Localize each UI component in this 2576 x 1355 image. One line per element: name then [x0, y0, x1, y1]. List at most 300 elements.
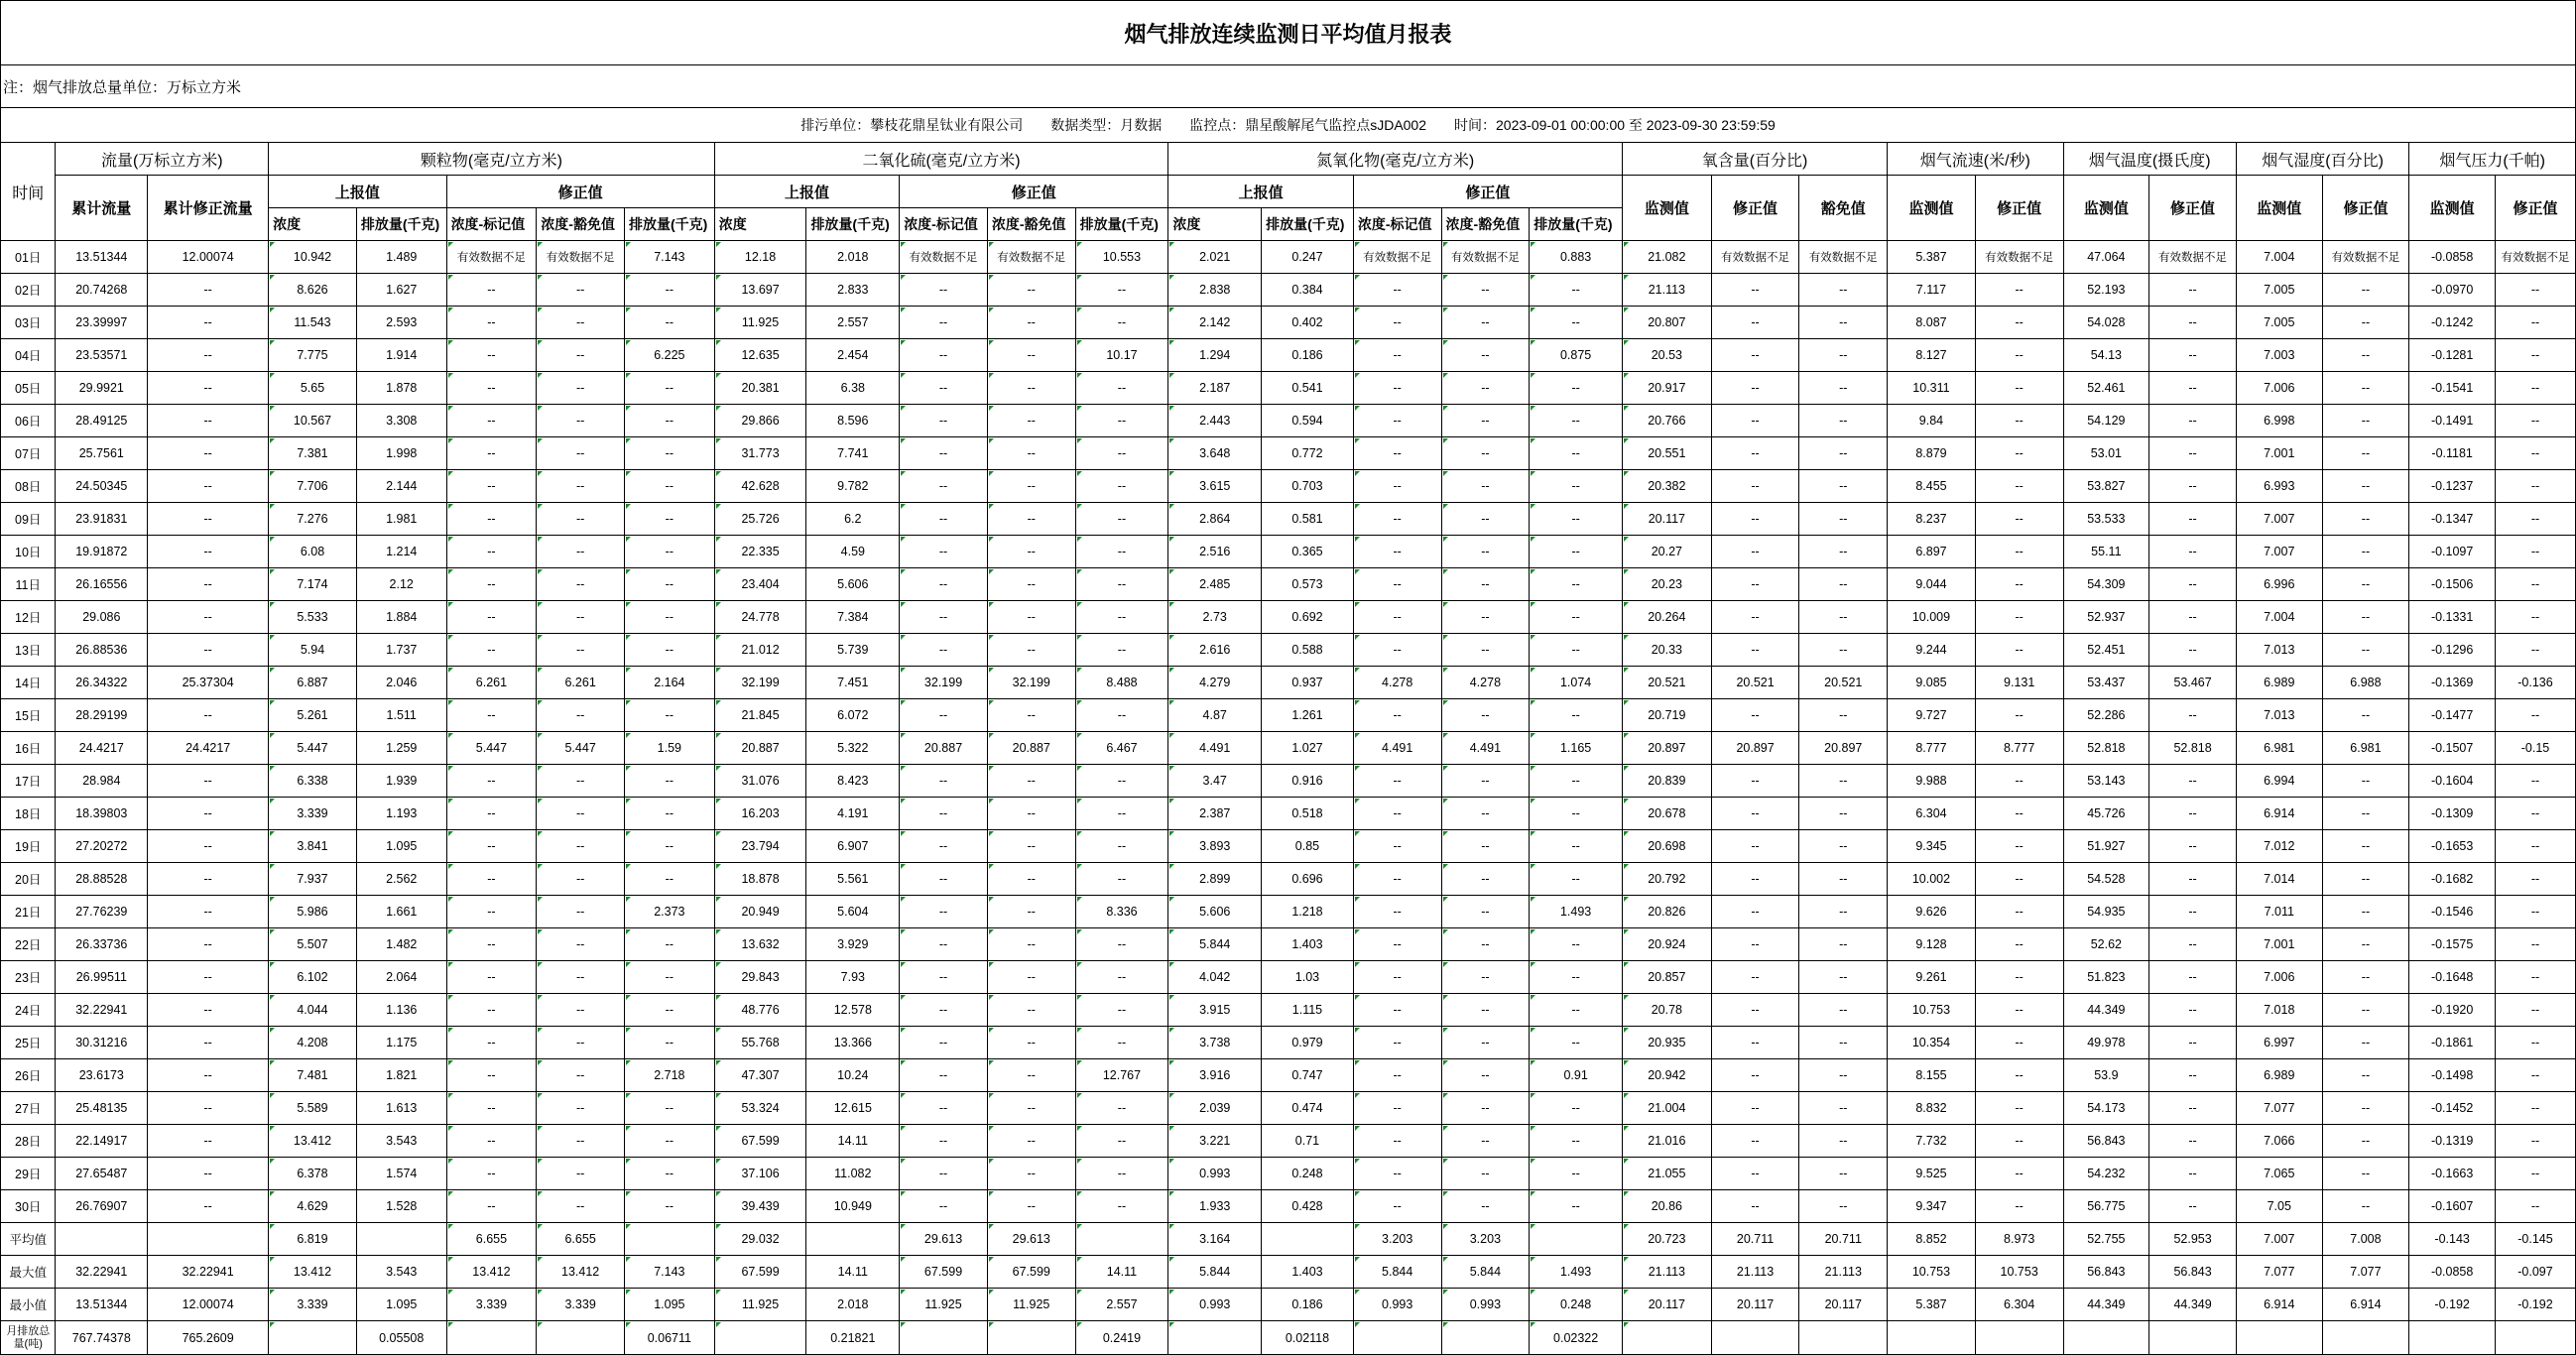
table-cell: 6.887 — [269, 667, 357, 699]
summary-row — [1, 1256, 2576, 1289]
table-row — [1, 405, 2576, 437]
table-cell: -- — [2149, 798, 2237, 830]
group-temperature: 烟气温度(摄氏度) — [2063, 143, 2236, 176]
table-cell: -- — [1075, 307, 1168, 339]
table-row — [1, 994, 2576, 1027]
table-cell: 8.777 — [1975, 732, 2063, 765]
polluter-unit: 排污单位：攀枝花鼎星钛业有限公司 — [800, 117, 1024, 133]
table-cell: 37.106 — [714, 1158, 806, 1190]
table-cell: 1.095 — [356, 830, 446, 863]
table-cell: -- — [1799, 536, 1888, 568]
summary-cell: 14.11 — [806, 1256, 900, 1289]
table-cell: 10.009 — [1888, 601, 1976, 634]
table-cell: 7.066 — [2236, 1125, 2322, 1158]
table-cell: -0.1097 — [2409, 536, 2496, 568]
table-cell: 32.199 — [987, 667, 1075, 699]
so2-conc-std: 浓度-标记值 — [900, 208, 988, 241]
table-cell: 4.278 — [1441, 667, 1530, 699]
table-cell: -- — [900, 307, 988, 339]
table-cell: 10.567 — [269, 405, 357, 437]
table-cell: -- — [148, 928, 269, 961]
table-cell: 1.136 — [356, 994, 446, 1027]
table-cell: 3.915 — [1168, 994, 1262, 1027]
table-cell: -- — [2149, 1190, 2237, 1223]
table-cell: -- — [2495, 601, 2575, 634]
summary-cell: 20.117 — [1711, 1289, 1799, 1321]
table-cell: -- — [1353, 765, 1441, 798]
table-cell: -- — [900, 961, 988, 994]
summary-cell: 13.51344 — [56, 1289, 148, 1321]
table-cell: -- — [1353, 437, 1441, 470]
table-cell: 0.703 — [1262, 470, 1354, 503]
summary-cell: 20.711 — [1799, 1223, 1888, 1256]
table-cell: -- — [624, 1190, 714, 1223]
row-date: 05日 — [1, 372, 56, 405]
table-cell: 9.84 — [1888, 405, 1976, 437]
summary-cell: 29.613 — [900, 1223, 988, 1256]
table-cell: -- — [2322, 1158, 2409, 1190]
table-cell: -- — [148, 601, 269, 634]
table-cell: -- — [1975, 536, 2063, 568]
table-cell: -- — [1441, 536, 1530, 568]
table-cell: 10.942 — [269, 241, 357, 274]
table-cell: 6.914 — [2236, 798, 2322, 830]
table-cell: 0.747 — [1262, 1059, 1354, 1092]
table-cell: -- — [1075, 634, 1168, 667]
table-cell: -- — [1799, 928, 1888, 961]
table-cell: -- — [537, 961, 625, 994]
summary-cell: 21.113 — [1711, 1256, 1799, 1289]
table-cell: 10.753 — [1888, 994, 1976, 1027]
table-cell: 4.191 — [806, 798, 900, 830]
table-cell: 52.193 — [2063, 274, 2149, 307]
table-cell: -- — [1075, 568, 1168, 601]
summary-cell: 12.00074 — [148, 1289, 269, 1321]
table-cell: 8.832 — [1888, 1092, 1976, 1125]
table-cell: -0.1347 — [2409, 503, 2496, 536]
table-cell: -- — [2149, 1125, 2237, 1158]
table-cell: -- — [2149, 437, 2237, 470]
table-cell: -- — [1711, 274, 1799, 307]
table-cell: -- — [987, 470, 1075, 503]
table-cell: 22.14917 — [56, 1125, 148, 1158]
row-date: 07日 — [1, 437, 56, 470]
table-cell: -- — [624, 307, 714, 339]
table-cell: 0.71 — [1262, 1125, 1354, 1158]
row-date: 24日 — [1, 994, 56, 1027]
table-cell: -- — [1799, 863, 1888, 896]
summary-cell: 32.22941 — [148, 1256, 269, 1289]
table-cell: 3.615 — [1168, 470, 1262, 503]
table-cell: -- — [148, 503, 269, 536]
table-cell: -- — [987, 601, 1075, 634]
summary-cell — [537, 1321, 625, 1355]
table-cell: -- — [1441, 896, 1530, 928]
table-cell: 19.91872 — [56, 536, 148, 568]
summary-cell: 56.843 — [2149, 1256, 2237, 1289]
table-cell: 8.336 — [1075, 896, 1168, 928]
table-cell: 5.739 — [806, 634, 900, 667]
table-cell: -- — [987, 1059, 1075, 1092]
table-cell: -- — [1799, 634, 1888, 667]
row-date: 06日 — [1, 405, 56, 437]
table-cell: -- — [446, 339, 537, 372]
summary-cell — [2236, 1321, 2322, 1355]
table-cell: -- — [537, 568, 625, 601]
table-cell: -- — [2322, 699, 2409, 732]
summary-cell: 21.113 — [1799, 1256, 1888, 1289]
table-cell: 8.777 — [1888, 732, 1976, 765]
so2-emission: 排放量(千克) — [806, 208, 900, 241]
table-cell: -- — [2149, 896, 2237, 928]
table-cell: -- — [900, 372, 988, 405]
table-cell: -- — [2495, 437, 2575, 470]
time-range: 时间：2023-09-01 00:00:00 至 2023-09-30 23:59:59 — [1454, 117, 1776, 133]
table-cell: -0.1506 — [2409, 568, 2496, 601]
table-cell: 31.773 — [714, 437, 806, 470]
summary-cell: 0.02118 — [1262, 1321, 1354, 1355]
summary-cell: 0.993 — [1353, 1289, 1441, 1321]
summary-cell — [806, 1223, 900, 1256]
summary-cell — [1262, 1223, 1354, 1256]
table-cell: -- — [2495, 863, 2575, 896]
table-cell: -- — [1799, 339, 1888, 372]
table-cell: -- — [2322, 568, 2409, 601]
table-cell: 20.887 — [987, 732, 1075, 765]
table-cell: 1.981 — [356, 503, 446, 536]
table-cell: -- — [148, 1059, 269, 1092]
table-cell: -- — [2322, 503, 2409, 536]
table-cell: 20.766 — [1622, 405, 1711, 437]
table-cell: -- — [148, 470, 269, 503]
table-cell: -- — [2149, 372, 2237, 405]
table-cell: -- — [1353, 470, 1441, 503]
summary-cell: 29.032 — [714, 1223, 806, 1256]
table-cell: -- — [1530, 798, 1623, 830]
table-cell: -- — [1441, 601, 1530, 634]
summary-cell — [446, 1321, 537, 1355]
table-cell: 1.493 — [1530, 896, 1623, 928]
table-cell: 2.718 — [624, 1059, 714, 1092]
table-cell: -- — [2149, 307, 2237, 339]
table-cell: 2.864 — [1168, 503, 1262, 536]
table-cell: 7.006 — [2236, 372, 2322, 405]
pm-reported: 上报值 — [269, 176, 446, 208]
table-cell: -- — [900, 437, 988, 470]
nox-reported: 上报值 — [1168, 176, 1353, 208]
table-cell: -- — [1799, 1027, 1888, 1059]
table-cell: 6.981 — [2236, 732, 2322, 765]
table-cell: -- — [148, 307, 269, 339]
table-cell: 21.016 — [1622, 1125, 1711, 1158]
summary-cell: 1.493 — [1530, 1256, 1623, 1289]
table-cell: -0.1369 — [2409, 667, 2496, 699]
table-cell: 26.33736 — [56, 928, 148, 961]
table-cell: 52.461 — [2063, 372, 2149, 405]
table-cell: -- — [446, 1125, 537, 1158]
table-cell: 2.12 — [356, 568, 446, 601]
summary-cell — [148, 1223, 269, 1256]
table-cell: 7.005 — [2236, 307, 2322, 339]
table-cell: -- — [446, 1059, 537, 1092]
table-cell: 47.307 — [714, 1059, 806, 1092]
table-cell: -- — [900, 470, 988, 503]
table-cell: 0.247 — [1262, 241, 1354, 274]
table-cell: -- — [2322, 1027, 2409, 1059]
table-cell: -- — [1353, 405, 1441, 437]
table-cell: -- — [2149, 863, 2237, 896]
table-cell: 3.841 — [269, 830, 357, 863]
table-cell: -- — [1975, 503, 2063, 536]
summary-cell: 0.02322 — [1530, 1321, 1623, 1355]
table-row — [1, 1059, 2576, 1092]
table-cell: 有效数据不足 — [1711, 241, 1799, 274]
table-cell: -- — [1975, 994, 2063, 1027]
table-cell: 20.897 — [1799, 732, 1888, 765]
table-cell: 2.557 — [806, 307, 900, 339]
table-cell: -- — [537, 994, 625, 1027]
table-cell: 13.51344 — [56, 241, 148, 274]
table-cell: -- — [1799, 896, 1888, 928]
row-date: 26日 — [1, 1059, 56, 1092]
table-cell: 9.525 — [1888, 1158, 1976, 1190]
summary-cell — [1711, 1321, 1799, 1355]
table-cell: 8.423 — [806, 765, 900, 798]
table-cell: 7.451 — [806, 667, 900, 699]
table-cell: -- — [148, 699, 269, 732]
table-cell: 20.719 — [1622, 699, 1711, 732]
summary-cell — [2495, 1321, 2575, 1355]
table-row — [1, 339, 2576, 372]
table-cell: 5.387 — [1888, 241, 1976, 274]
table-row — [1, 699, 2576, 732]
table-cell: -- — [987, 765, 1075, 798]
table-cell: -- — [1353, 372, 1441, 405]
table-cell: 2.899 — [1168, 863, 1262, 896]
table-cell: -- — [1530, 928, 1623, 961]
table-cell: 3.893 — [1168, 830, 1262, 863]
table-cell: 1.259 — [356, 732, 446, 765]
table-cell: -0.1546 — [2409, 896, 2496, 928]
table-cell: -- — [1075, 830, 1168, 863]
table-cell: 8.127 — [1888, 339, 1976, 372]
table-cell: -- — [624, 372, 714, 405]
table-cell: 10.002 — [1888, 863, 1976, 896]
summary-cell: 67.599 — [900, 1256, 988, 1289]
summary-cell: 3.203 — [1441, 1223, 1530, 1256]
table-cell: -- — [1530, 1190, 1623, 1223]
table-cell: 6.38 — [806, 372, 900, 405]
table-cell: 12.00074 — [148, 241, 269, 274]
table-cell: 2.73 — [1168, 601, 1262, 634]
table-cell: 26.34322 — [56, 667, 148, 699]
table-cell: 有效数据不足 — [1975, 241, 2063, 274]
table-cell: 0.696 — [1262, 863, 1354, 896]
table-cell: 3.929 — [806, 928, 900, 961]
row-date: 17日 — [1, 765, 56, 798]
table-cell: 52.818 — [2063, 732, 2149, 765]
table-cell: 8.155 — [1888, 1059, 1976, 1092]
table-row — [1, 732, 2576, 765]
table-cell: 21.055 — [1622, 1158, 1711, 1190]
summary-cell: 6.655 — [446, 1223, 537, 1256]
table-cell: 47.064 — [2063, 241, 2149, 274]
table-cell: 53.01 — [2063, 437, 2149, 470]
table-row — [1, 863, 2576, 896]
table-cell: 2.833 — [806, 274, 900, 307]
group-humidity: 烟气湿度(百分比) — [2236, 143, 2408, 176]
summary-cell: 765.2609 — [148, 1321, 269, 1355]
table-cell: -- — [900, 699, 988, 732]
table-cell: -- — [1975, 274, 2063, 307]
table-cell: 7.003 — [2236, 339, 2322, 372]
table-cell: -- — [1530, 405, 1623, 437]
table-cell: 20.949 — [714, 896, 806, 928]
table-cell: 2.516 — [1168, 536, 1262, 568]
summary-row — [1, 1321, 2576, 1355]
table-cell: 7.93 — [806, 961, 900, 994]
table-row — [1, 437, 2576, 470]
summary-cell: 10.753 — [1975, 1256, 2063, 1289]
table-cell: 9.347 — [1888, 1190, 1976, 1223]
table-cell: -- — [1353, 1190, 1441, 1223]
table-cell: -0.1653 — [2409, 830, 2496, 863]
summary-cell: 52.953 — [2149, 1223, 2237, 1256]
table-cell: 28.984 — [56, 765, 148, 798]
table-cell: -- — [1353, 863, 1441, 896]
table-row — [1, 536, 2576, 568]
table-cell: 20.382 — [1622, 470, 1711, 503]
summary-cell: 0.2419 — [1075, 1321, 1168, 1355]
table-cell: 7.001 — [2236, 928, 2322, 961]
table-cell: 56.775 — [2063, 1190, 2149, 1223]
table-cell: 29.866 — [714, 405, 806, 437]
table-cell: 有效数据不足 — [1353, 241, 1441, 274]
table-cell: 6.467 — [1075, 732, 1168, 765]
summary-cell: 7.077 — [2322, 1256, 2409, 1289]
table-cell: 1.884 — [356, 601, 446, 634]
table-cell: -- — [537, 536, 625, 568]
summary-cell — [1799, 1321, 1888, 1355]
table-cell: 5.447 — [446, 732, 537, 765]
table-cell: 2.064 — [356, 961, 446, 994]
table-row — [1, 503, 2576, 536]
table-cell: -- — [1975, 961, 2063, 994]
table-cell: -- — [446, 307, 537, 339]
summary-cell: 44.349 — [2063, 1289, 2149, 1321]
table-cell: -- — [2495, 339, 2575, 372]
row-date: 21日 — [1, 896, 56, 928]
table-cell: 28.88528 — [56, 863, 148, 896]
table-cell: 7.937 — [269, 863, 357, 896]
table-cell: -- — [1711, 765, 1799, 798]
summary-cell: 6.914 — [2322, 1289, 2409, 1321]
table-cell: 18.878 — [714, 863, 806, 896]
table-cell: 4.59 — [806, 536, 900, 568]
table-cell: 6.225 — [624, 339, 714, 372]
group-oxygen: 氧含量(百分比) — [1622, 143, 1887, 176]
summary-cell: 1.095 — [356, 1289, 446, 1321]
table-cell: -- — [1530, 601, 1623, 634]
table-cell: -- — [446, 699, 537, 732]
table-cell: 有效数据不足 — [537, 241, 625, 274]
pm-corrected: 修正值 — [446, 176, 714, 208]
table-cell: -- — [446, 634, 537, 667]
table-cell: -- — [1353, 307, 1441, 339]
table-cell: -0.1498 — [2409, 1059, 2496, 1092]
table-cell: 2.387 — [1168, 798, 1262, 830]
row-date: 23日 — [1, 961, 56, 994]
table-cell: 0.772 — [1262, 437, 1354, 470]
table-cell: -- — [987, 339, 1075, 372]
table-cell: 8.596 — [806, 405, 900, 437]
table-cell: -- — [624, 1092, 714, 1125]
table-cell: -0.1181 — [2409, 437, 2496, 470]
summary-cell: 7.007 — [2236, 1223, 2322, 1256]
table-cell: 0.248 — [1262, 1158, 1354, 1190]
table-cell: -- — [2149, 1059, 2237, 1092]
table-cell: 20.698 — [1622, 830, 1711, 863]
report-title: 烟气排放连续监测日平均值月报表 — [1, 1, 2576, 65]
table-cell: 0.875 — [1530, 339, 1623, 372]
summary-cell: 44.349 — [2149, 1289, 2237, 1321]
table-cell: 20.942 — [1622, 1059, 1711, 1092]
table-cell: 6.08 — [269, 536, 357, 568]
table-cell: 4.629 — [269, 1190, 357, 1223]
table-cell: 54.309 — [2063, 568, 2149, 601]
table-cell: 21.845 — [714, 699, 806, 732]
table-row — [1, 1092, 2576, 1125]
summary-cell: 21.113 — [1622, 1256, 1711, 1289]
table-cell: -- — [2495, 1190, 2575, 1223]
table-cell: -- — [2149, 1027, 2237, 1059]
table-cell: -- — [900, 601, 988, 634]
table-cell: -- — [1441, 1125, 1530, 1158]
table-cell: -- — [624, 1125, 714, 1158]
table-cell: -- — [1711, 601, 1799, 634]
table-cell: 有效数据不足 — [1799, 241, 1888, 274]
row-date: 04日 — [1, 339, 56, 372]
so2-conc: 浓度 — [714, 208, 806, 241]
row-date: 12日 — [1, 601, 56, 634]
table-cell: -- — [1075, 928, 1168, 961]
hum-corrected: 修正值 — [2322, 176, 2409, 241]
table-cell: -- — [900, 798, 988, 830]
table-cell: -- — [1711, 503, 1799, 536]
table-cell: 2.164 — [624, 667, 714, 699]
table-cell: 1.175 — [356, 1027, 446, 1059]
table-cell: -- — [1353, 1158, 1441, 1190]
table-cell: -- — [900, 1027, 988, 1059]
table-cell: 10.553 — [1075, 241, 1168, 274]
summary-cell — [1975, 1321, 2063, 1355]
table-cell: -- — [537, 470, 625, 503]
table-cell: -- — [1075, 699, 1168, 732]
table-cell: 0.518 — [1262, 798, 1354, 830]
table-cell: -- — [2322, 536, 2409, 568]
table-cell: 9.244 — [1888, 634, 1976, 667]
table-cell: -- — [2495, 1059, 2575, 1092]
table-cell: -- — [1975, 307, 2063, 339]
table-cell: -- — [1975, 1027, 2063, 1059]
table-cell: -- — [1441, 994, 1530, 1027]
table-cell: -0.1477 — [2409, 699, 2496, 732]
table-cell: 1.613 — [356, 1092, 446, 1125]
summary-cell: 7.143 — [624, 1256, 714, 1289]
table-cell: 39.439 — [714, 1190, 806, 1223]
table-cell: -- — [1530, 994, 1623, 1027]
table-cell: -- — [1711, 994, 1799, 1027]
